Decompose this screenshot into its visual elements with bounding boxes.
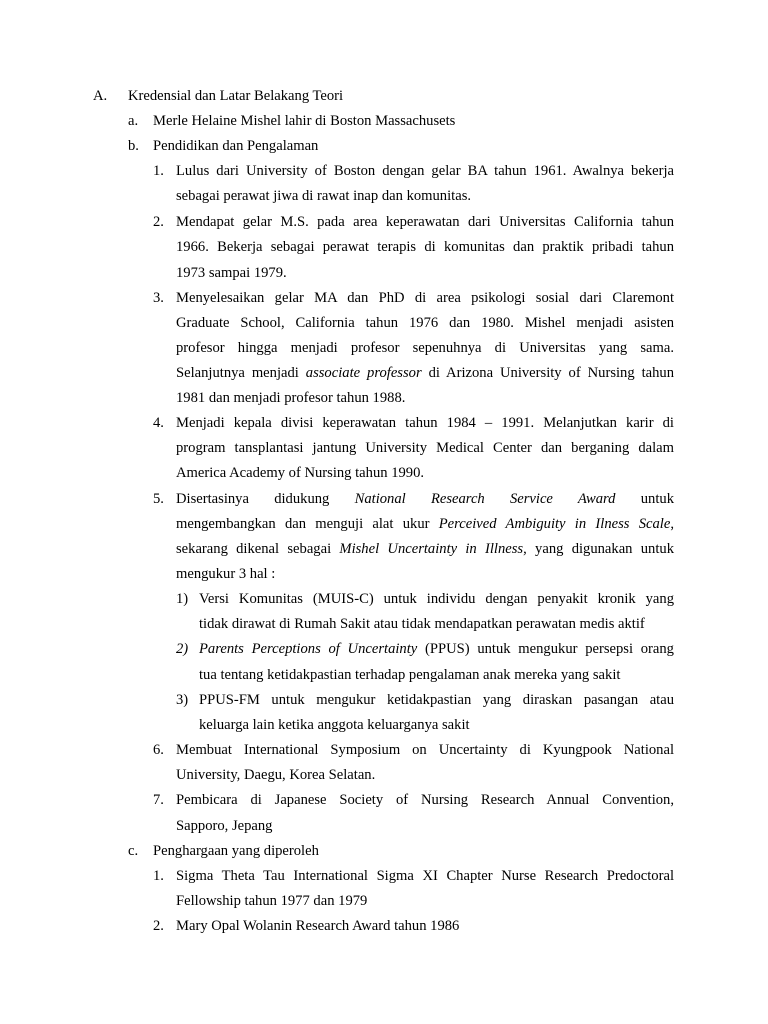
subsection-c-title: Penghargaan yang diperoleh	[153, 843, 319, 859]
sub-item-line: tidak dirawat di Rumah Sakit atau tidak mendapatkan perawatan medis aktif	[199, 616, 645, 632]
list-item-line: Menjadi kepala divisi keperawatan tahun 1984 – 1991. Melanjutkan karir di	[176, 415, 674, 431]
list-item-line: America Academy of Nursing tahun 1990.	[176, 465, 425, 481]
list-item-line: Lulus dari University of Boston dengan gelar BA tahun 1961. Awalnya bekerja	[176, 163, 674, 179]
emphasis-text: associate professor	[305, 365, 422, 381]
list-item-line: sebagai perawat jiwa di rawat inap dan komunitas.	[176, 188, 472, 204]
sub-item-marker: 2)	[176, 641, 189, 657]
subsection-c-marker: c.	[128, 843, 139, 859]
subsection-a-text: Merle Helaine Mishel lahir di Boston Massachusets	[153, 113, 456, 129]
list-item-marker: 5.	[153, 491, 164, 507]
list-item-line: 1966. Bekerja sebagai perawat terapis di komunitas dan praktik pribadi tahun	[176, 239, 674, 255]
sub-item-line: Parents Perceptions of Uncertainty (PPUS) untuk mengukur persepsi orang	[199, 641, 674, 657]
list-item-marker: 7.	[153, 792, 164, 808]
list-item-marker: 1.	[153, 163, 164, 179]
list-item-line: Membuat International Symposium on Uncertainty di Kyungpook National	[176, 742, 674, 758]
emphasis-text: Parents Perceptions of Uncertainty	[199, 641, 418, 657]
list-item-marker: 1.	[153, 868, 164, 884]
list-item-line: mengembangkan dan menguji alat ukur Perceived Ambiguity in Ilness Scale,	[176, 516, 674, 532]
subsection-b-title: Pendidikan dan Pengalaman	[153, 138, 319, 154]
sub-item-line: PPUS-FM untuk mengukur ketidakpastian yang diraskan pasangan atau	[199, 692, 674, 708]
emphasis-text: Perceived Ambiguity in Ilness Scale	[438, 516, 671, 532]
sub-item-line: keluarga lain ketika anggota keluarganya sakit	[199, 717, 470, 733]
sub-item-line: Versi Komunitas (MUIS-C) untuk individu dengan penyakit kronik yang	[199, 591, 674, 607]
list-item-line: program tansplantasi jantung University Medical Center dan berganing dalam	[176, 440, 674, 456]
list-item-line: Mendapat gelar M.S. pada area keperawatan dari Universitas California tahun	[176, 214, 674, 230]
list-item-line: Menyelesaikan gelar MA dan PhD di area psikologi sosial dari Claremont	[176, 290, 674, 306]
list-item-marker: 2.	[153, 918, 164, 934]
list-item-line: Graduate School, California tahun 1976 dan 1980. Mishel menjadi asisten	[176, 315, 674, 331]
section-title: Kredensial dan Latar Belakang Teori	[128, 88, 344, 104]
list-item-line: University, Daegu, Korea Selatan.	[176, 767, 376, 783]
list-item-line: Disertasinya didukung National Research Service Award untuk	[176, 491, 674, 507]
list-item-marker: 4.	[153, 415, 164, 431]
list-item-marker: 2.	[153, 214, 164, 230]
subsection-a-marker: a.	[128, 113, 139, 129]
list-item-marker: 6.	[153, 742, 164, 758]
list-item-line: 1981 dan menjadi profesor tahun 1988.	[176, 390, 406, 406]
list-item-line: Pembicara di Japanese Society of Nursing Research Annual Convention,	[176, 792, 674, 808]
list-item-line: Sigma Theta Tau International Sigma XI Chapter Nurse Research Predoctoral	[176, 868, 674, 884]
subsection-b-marker: b.	[128, 138, 139, 154]
emphasis-text: Mishel Uncertainty in Illness	[339, 541, 524, 557]
sub-item-line: tua tentang ketidakpastian terhadap pengalaman anak mereka yang sakit	[199, 667, 621, 683]
list-item-line: Selanjutnya menjadi associate professor di Arizona University of Nursing tahun	[176, 365, 675, 381]
emphasis-text: National Research Service Award	[354, 491, 616, 507]
sub-item-marker: 1)	[176, 591, 189, 607]
list-item-line: profesor hingga menjadi profesor sepenuhnya di Universitas yang sama.	[176, 340, 674, 356]
sub-item-marker: 3)	[176, 692, 189, 708]
list-item-line: 1973 sampai 1979.	[176, 265, 287, 281]
list-item-line: Mary Opal Wolanin Research Award tahun 1986	[176, 918, 460, 934]
section-marker: A.	[93, 88, 108, 104]
list-item-line: Sapporo, Jepang	[176, 818, 273, 834]
list-item-line: Fellowship tahun 1977 dan 1979	[176, 893, 368, 909]
list-item-line: sekarang dikenal sebagai Mishel Uncertainty in Illness, yang digunakan untuk	[176, 541, 674, 557]
list-item-marker: 3.	[153, 290, 164, 306]
list-item-line: mengukur 3 hal :	[176, 566, 276, 582]
